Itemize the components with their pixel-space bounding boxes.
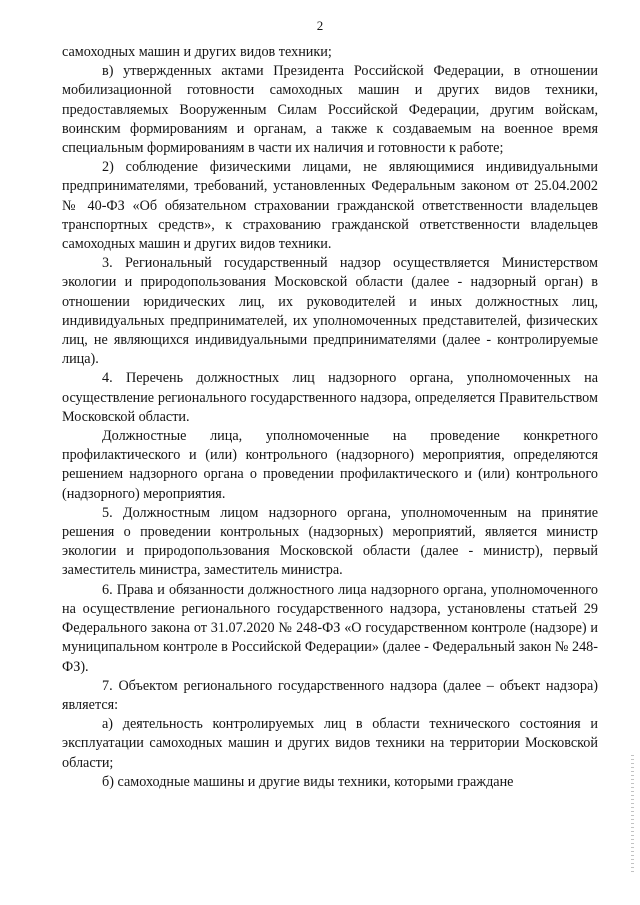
paragraph: б) самоходные машины и другие виды техники, которыми граждане xyxy=(102,773,514,790)
paragraph: 3. Региональный государственный надзор осуществляется Министерством экологии и природопользования Московской области (далее - надзорный орган) в отношении юридических лиц, их руководителей и иных должностных лиц, индивидуальных предпринимателей, их уполномоченных представителей, физических лиц, не являющихся индивидуальными предпринимателями (далее - контролируемые лица). xyxy=(62,255,598,368)
paragraph: в) утвержденных актами Президента Российской Федерации, в отношении мобилизационной готовности самоходных машин и других видов техники, предоставляемых Вооруженным Силам Российской Федерации, другим войскам, воинским формированиям и органам, а также к создаваемым на военное время специальным формированиям в части их наличия и готовности к работе; xyxy=(62,63,598,157)
paragraph: а) деятельность контролируемых лиц в области технического состояния и эксплуатации самоходных машин и других видов техники на территории Московской области; xyxy=(62,716,598,771)
scan-artifact xyxy=(631,755,634,875)
paragraph: Должностные лица, уполномоченные на проведение конкретного профилактического и (или) контрольного (надзорного) мероприятия, определяются решением надзорного органа о проведении профилактического и (или) контрольного (надзорного) мероприятия. xyxy=(62,428,598,502)
document-body xyxy=(62,43,598,792)
paragraph: 2) соблюдение физическими лицами, не являющимися индивидуальными предпринимателями, требований, установленных Федеральным законом от 25.04.2002 № 40-ФЗ «Об обязательном страховании гражданской ответственности владельцев транспортных средств», к страхованию гражданской ответственности владельцев самоходных машин и других видов техники. xyxy=(62,159,598,253)
paragraph: 5. Должностным лицом надзорного органа, уполномоченным на принятие решения о проведении контрольных (надзорных) мероприятий, является министр экологии и природопользования Московской области (далее - министр), первый заместитель министра, заместитель министра. xyxy=(62,504,598,579)
paragraph: 6. Права и обязанности должностного лица надзорного органа, уполномоченного на осуществление регионального государственного надзора, установлены статьей 29 Федерального закона от 31.07.2020 № 248-ФЗ «О государственном контроле (надзоре) и муниципальном контроле в Российской Федерации» (далее - Федеральный закон № 248-ФЗ). xyxy=(62,581,598,675)
page-number: 2 xyxy=(316,18,324,33)
paragraph: 7. Объектом регионального государственного надзора (далее – объект надзора) является: xyxy=(62,677,598,713)
paragraph: самоходных машин и других видов техники; xyxy=(62,44,332,60)
paragraph: 4. Перечень должностных лиц надзорного органа, уполномоченных на осуществление регионального государственного надзора, определяется Правительством Московской области. xyxy=(62,370,598,425)
